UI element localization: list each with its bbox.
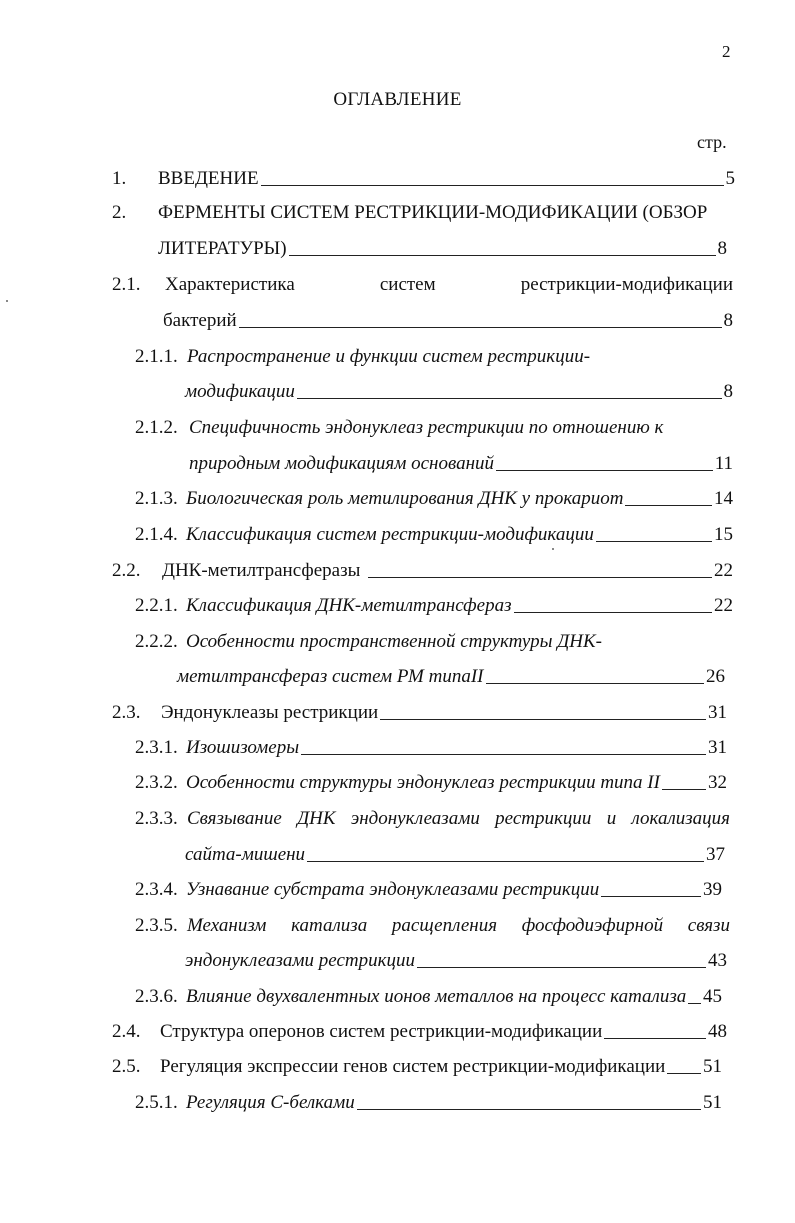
- page-column-label: стр.: [697, 132, 727, 152]
- entry-word: расщепления: [391, 915, 498, 936]
- entry-page: 11: [714, 453, 733, 474]
- entry-title: Биологическая роль метилирования ДНК у прокариот: [186, 488, 624, 509]
- entry-title: Эндонуклеазы рестрикции: [161, 702, 379, 723]
- leader-line: [662, 789, 706, 790]
- toc-entry[interactable]: [165, 275, 733, 294]
- entry-page: 22: [714, 560, 733, 581]
- leader-line: [496, 470, 713, 471]
- entry-word: фосфодиэфирной: [521, 915, 664, 936]
- entry-word: связи: [687, 915, 730, 936]
- toc-entry[interactable]: [135, 596, 733, 615]
- leader-line: [307, 861, 704, 862]
- entry-number: 1.: [112, 168, 127, 189]
- leader-line: [357, 1109, 701, 1110]
- toc-entry[interactable]: [135, 880, 722, 899]
- leader-line: [417, 967, 706, 968]
- entry-number: 2.3.5.: [135, 915, 178, 936]
- toc-entry[interactable]: [187, 916, 730, 935]
- toc-entry[interactable]: [135, 738, 727, 757]
- toc-entry[interactable]: [112, 1022, 727, 1041]
- entry-title-line2: природным модификациям оснований: [189, 453, 495, 474]
- entry-title: ВВЕДЕНИЕ: [158, 168, 259, 189]
- entry-word: Механизм: [187, 915, 267, 936]
- entry-page: 8: [723, 381, 733, 402]
- entry-word: Связывание: [187, 808, 282, 829]
- entry-title-line2: бактерий: [163, 310, 237, 331]
- entry-page: 45: [703, 986, 722, 1007]
- toc-entry[interactable]: [112, 703, 727, 722]
- entry-page: 48: [708, 1021, 727, 1042]
- toc-entry[interactable]: [135, 773, 727, 792]
- entry-title: Структура оперонов систем рестрикции-модификации: [160, 1021, 603, 1042]
- entry-title: Регуляция С-белками: [186, 1092, 355, 1113]
- toc-entry-continuation[interactable]: [185, 382, 733, 401]
- leader-line: [289, 255, 716, 256]
- leader-line: [514, 612, 713, 613]
- entry-title-line1: Распространение и функции систем рестрикции-: [187, 346, 591, 367]
- entry-word: Характеристика: [165, 274, 295, 295]
- toc-entry[interactable]: [135, 489, 733, 508]
- leader-line: [301, 754, 706, 755]
- leader-line: [625, 505, 712, 506]
- entry-title-line2: ЛИТЕРАТУРЫ): [158, 238, 287, 259]
- entry-title-line2: модификации: [185, 381, 295, 402]
- leader-line: [604, 1038, 706, 1039]
- entry-word: катализа: [291, 915, 368, 936]
- entry-page: 14: [714, 488, 733, 509]
- entry-word: локализация: [631, 808, 730, 829]
- leader-line: [261, 185, 724, 186]
- entry-title: Особенности структуры эндонуклеаз рестрикции типа II: [186, 772, 660, 793]
- leader-line: [368, 577, 712, 578]
- entry-number: 2.3.4.: [135, 879, 178, 900]
- leader-line: [667, 1073, 701, 1074]
- scan-speck: [6, 300, 8, 302]
- entry-title: Изошизомеры: [186, 737, 300, 758]
- entry-number: 2.3.3.: [135, 808, 178, 829]
- toc-entry-number: [135, 809, 178, 828]
- toc-entry[interactable]: [112, 561, 733, 580]
- toc-entry-continuation[interactable]: [185, 951, 727, 970]
- entry-page: 51: [703, 1056, 722, 1077]
- entry-title-line1: ФЕРМЕНТЫ СИСТЕМ РЕСТРИКЦИИ-МОДИФИКАЦИИ (ОБЗОР: [158, 202, 708, 223]
- entry-page: 8: [717, 238, 727, 259]
- entry-number: 2.5.: [112, 1056, 141, 1077]
- entry-number: 2.1.3.: [135, 488, 178, 509]
- entry-page: 31: [708, 702, 727, 723]
- leader-line: [297, 398, 722, 399]
- entry-title-line1: Особенности пространственной структуры ДНК-: [186, 631, 602, 652]
- toc-entry[interactable]: [135, 987, 722, 1006]
- leader-line: [380, 719, 706, 720]
- toc-entry-number: [135, 916, 178, 935]
- entry-page: 51: [703, 1092, 722, 1113]
- toc-entry[interactable]: [135, 1093, 722, 1112]
- entry-title: Классификация ДНК-метилтрансфераз: [186, 595, 512, 616]
- entry-page: 26: [706, 666, 725, 687]
- entry-number: 2.3.6.: [135, 986, 178, 1007]
- leader-line: [486, 683, 704, 684]
- entry-number: 2.1.1.: [135, 346, 178, 367]
- toc-entry-continuation[interactable]: [158, 239, 727, 258]
- entry-page: 8: [723, 310, 733, 331]
- entry-title-line2: эндонуклеазами рестрикции: [185, 950, 415, 971]
- entry-number: 2.: [112, 202, 127, 223]
- entry-number: 2.2.: [112, 560, 141, 581]
- entry-title-line1: Специфичность эндонуклеаз рестрикции по отношению к: [189, 417, 664, 438]
- entry-number: 2.5.1.: [135, 1092, 178, 1113]
- toc-entry[interactable]: [135, 632, 695, 651]
- entry-page: 43: [708, 950, 727, 971]
- entry-page: 37: [706, 844, 725, 865]
- entry-page: 22: [714, 595, 733, 616]
- scan-speck: [552, 548, 554, 550]
- entry-word: и: [606, 808, 617, 829]
- entry-title: Регуляция экспрессии генов систем рестрикции-модификации: [160, 1056, 666, 1077]
- entry-page: 39: [703, 879, 722, 900]
- toc-entry[interactable]: [112, 169, 735, 188]
- toc-entry-continuation[interactable]: [189, 454, 733, 473]
- leader-line: [601, 896, 701, 897]
- entry-number: 2.2.1.: [135, 595, 178, 616]
- entry-word: рестрикции: [495, 808, 592, 829]
- entry-title: Классификация систем рестрикции-модификации: [186, 524, 594, 545]
- entry-word: систем: [379, 274, 436, 295]
- entry-title: ДНК-метилтрансферазы: [162, 560, 361, 581]
- entry-number: 2.3.2.: [135, 772, 178, 793]
- entry-title: Узнавание субстрата эндонуклеазами рестрикции: [186, 879, 600, 900]
- toc-entry[interactable]: [135, 418, 695, 437]
- entry-number: 2.1.: [112, 274, 141, 295]
- leader-line: [596, 541, 712, 542]
- toc-entry-continuation[interactable]: [185, 845, 725, 864]
- entry-page: 5: [725, 168, 735, 189]
- entry-number: 2.1.4.: [135, 524, 178, 545]
- toc-entry[interactable]: [112, 203, 735, 222]
- toc-entry-number: [112, 275, 141, 294]
- entry-title-line2: метилтрансфераз систем РМ типаII: [177, 666, 484, 687]
- leader-line: [688, 1003, 701, 1004]
- toc-entry[interactable]: [112, 1057, 722, 1076]
- entry-page: 32: [708, 772, 727, 793]
- leader-line: [239, 327, 722, 328]
- entry-number: 2.4.: [112, 1021, 141, 1042]
- entry-title: Влияние двухвалентных ионов металлов на процесс катализа: [186, 986, 687, 1007]
- toc-entry-continuation[interactable]: [177, 667, 725, 686]
- toc-entry[interactable]: [187, 809, 730, 828]
- toc-title: ОГЛАВЛЕНИЕ: [333, 89, 462, 110]
- entry-word: рестрикции-модификации: [520, 274, 733, 295]
- toc-entry-continuation[interactable]: [163, 311, 733, 330]
- toc-entry[interactable]: [135, 347, 695, 366]
- page-number: 2: [722, 42, 731, 61]
- entry-word: эндонуклеазами: [350, 808, 480, 829]
- toc-entry[interactable]: [135, 525, 733, 544]
- entry-number: 2.1.2.: [135, 417, 178, 438]
- entry-number: 2.2.2.: [135, 631, 178, 652]
- entry-number: 2.3.1.: [135, 737, 178, 758]
- entry-page: 31: [708, 737, 727, 758]
- entry-page: 15: [714, 524, 733, 545]
- entry-word: ДНК: [297, 808, 336, 829]
- entry-title-line2: сайта-мишени: [185, 844, 306, 865]
- entry-number: 2.3.: [112, 702, 141, 723]
